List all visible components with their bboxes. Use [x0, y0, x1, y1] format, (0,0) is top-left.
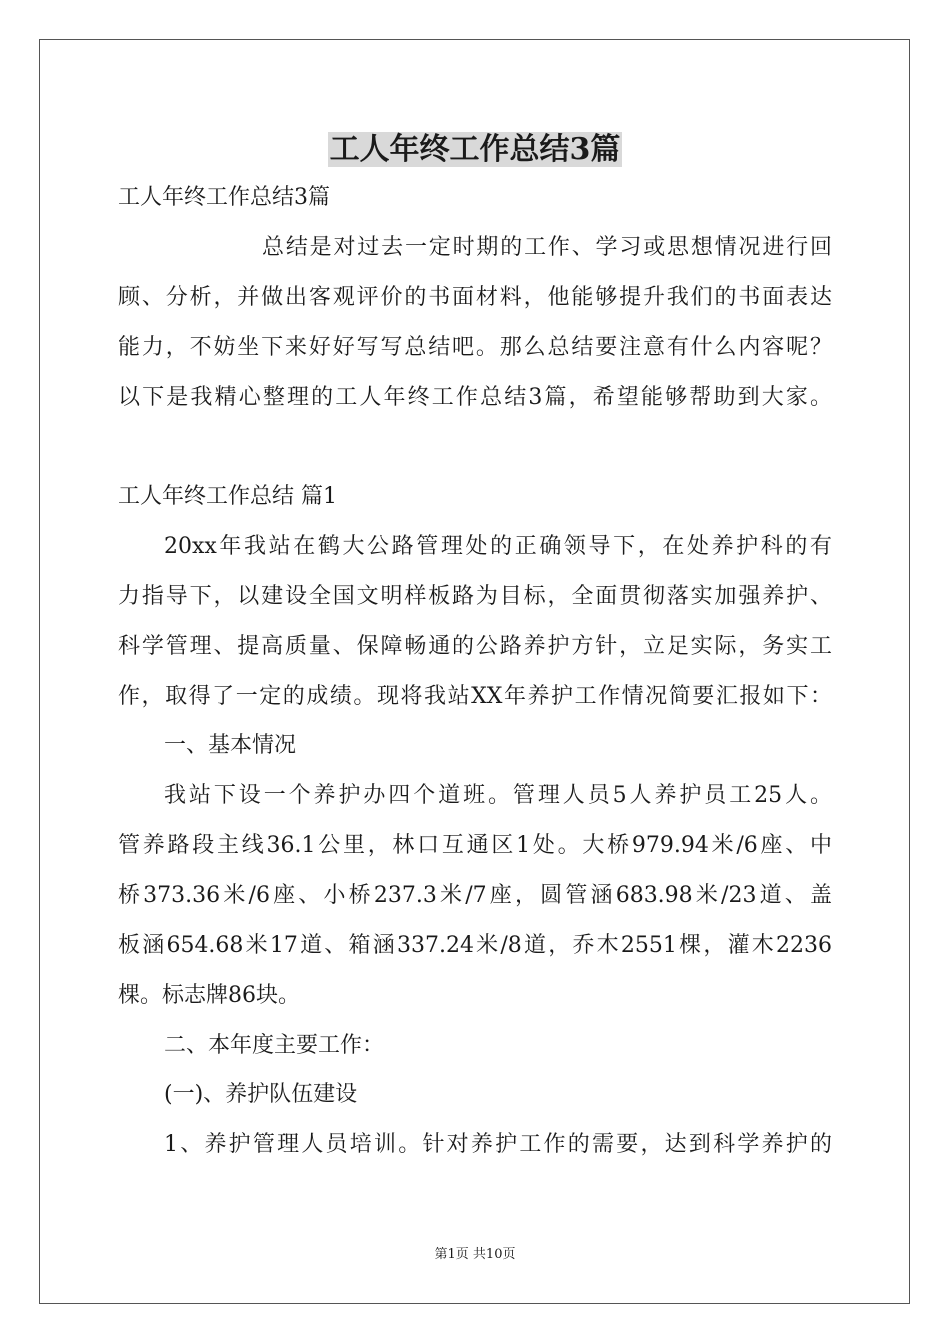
page-footer: 第1页 共10页 — [434, 1247, 516, 1262]
document-subtitle: 工人年终工作总结3篇 — [118, 185, 330, 210]
para2-line-2: 管养路段主线36.1公里，林口互通区1处。大桥979.94米/6座、中 — [118, 833, 832, 858]
intro-line-2: 顾、分析，并做出客观评价的书面材料，他能够提升我们的书面表达 — [118, 285, 832, 310]
para2-line-5: 棵。标志牌86块。 — [118, 983, 300, 1008]
para2-line-4: 板涵654.68米17道、箱涵337.24米/8道，乔木2551棵，灌木2236 — [118, 933, 832, 958]
para1-line-2: 力指导下，以建设全国文明样板路为目标，全面贯彻落实加强养护、 — [118, 584, 832, 609]
para2-line-1: 我站下设一个养护办四个道班。管理人员5人养护员工25人。 — [164, 783, 832, 808]
heading-team-building: (一)、养护队伍建设 — [164, 1082, 358, 1107]
para2-line-3: 桥373.36米/6座、小桥237.3米/7座，圆管涵683.98米/23道、盖 — [118, 883, 832, 908]
para1-line-1: 20xx年我站在鹤大公路管理处的正确领导下，在处养护科的有 — [164, 534, 832, 559]
intro-line-3: 能力，不妨坐下来好好写写总结吧。那么总结要注意有什么内容呢？ — [118, 335, 832, 360]
para1-line-4: 作，取得了一定的成绩。现将我站XX年养护工作情况简要汇报如下： — [118, 684, 832, 709]
section-heading: 工人年终工作总结 篇1 — [118, 484, 337, 509]
document-title: 工人年终工作总结3篇 — [329, 132, 621, 167]
intro-line-4: 以下是我精心整理的工人年终工作总结3篇，希望能够帮助到大家。 — [118, 385, 832, 410]
page-border — [39, 39, 910, 1304]
para3-line-1: 1、养护管理人员培训。针对养护工作的需要，达到科学养护的 — [164, 1132, 832, 1157]
para1-line-3: 科学管理、提高质量、保障畅通的公路养护方针，立足实际，务实工 — [118, 634, 832, 659]
heading-basic-info: 一、基本情况 — [164, 733, 297, 758]
heading-main-work: 二、本年度主要工作： — [164, 1033, 385, 1058]
intro-line-1: 总结是对过去一定时期的工作、学习或思想情况进行回 — [262, 235, 832, 260]
